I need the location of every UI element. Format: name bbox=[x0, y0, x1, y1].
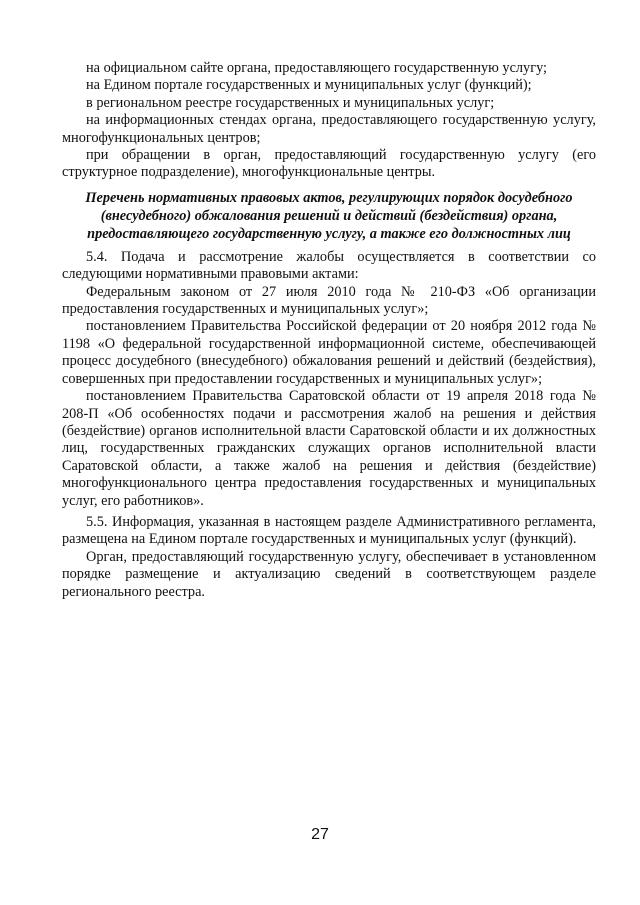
paragraph-saratov-decree-208: постановлением Правительства Саратовской области от 19 апреля 2018 года № 208-П «Об особенностях подачи и рассмотрения жалоб на решения и действия (бездействие) органов исполнительной власти Саратовской области и их должностных лиц, государственных гражданских служащих органов исполнительной власти Саратовской области, а также жалоб на решения и действия (бездействие) многофункционального центра предоставления государственных и муниципальных услуг, его работников». bbox=[62, 388, 596, 509]
paragraph-unified-portal: на Едином портале государственных и муниципальных услуг (функций); bbox=[86, 77, 532, 94]
paragraph-regional-registry: в региональном реестре государственных и муниципальных услуг; bbox=[86, 94, 495, 111]
paragraph-5-4-intro: 5.4. Подача и рассмотрение жалобы осуществляется в соответствии со следующими нормативными правовыми актами: bbox=[62, 248, 596, 283]
paragraph-info-stands: на информационных стендах органа, предоставляющего государственную услугу, многофункциональных центров; bbox=[62, 112, 596, 146]
paragraph-appeal-to-body: при обращении в орган, предоставляющий государственную услугу (его структурное подразделение), многофункциональные центры. bbox=[62, 147, 596, 181]
paragraph-federal-law: Федеральным законом от 27 июля 2010 года № 210-ФЗ «Об организации предоставления государственных и муниципальных услуг»; bbox=[62, 283, 596, 318]
paragraph-official-site: на официальном сайте органа, предоставляющего государственную услугу; bbox=[86, 60, 548, 76]
page-number: 27 bbox=[311, 826, 329, 843]
document-page bbox=[62, 60, 596, 601]
paragraph-body-obligations: Орган, предоставляющий государственную услугу, обеспечивает в установленном порядке размещение и актуализацию сведений в соответствующем разделе регионального реестра. bbox=[62, 548, 596, 600]
section-heading: Перечень нормативных правовых актов, регулирующих порядок досудебного (внесудебного) обжалования решений и действий (бездействия) органа, предоставляющего государственную услугу, а также его должностных лиц bbox=[85, 189, 573, 242]
paragraph-5-5-info: 5.5. Информация, указанная в настоящем разделе Административного регламента, размещена на Едином портале государственных и муниципальных услуг (функций). bbox=[62, 513, 596, 548]
paragraph-government-decree-1198: постановлением Правительства Российской федерации от 20 ноября 2012 года № 1198 «О федеральной государственной информационной системе, обеспечивающей процесс досудебного (внесудебного) обжалования решений и действий (бездействия), совершенных при предоставлении государственных и муниципальных услуг»; bbox=[62, 318, 596, 387]
